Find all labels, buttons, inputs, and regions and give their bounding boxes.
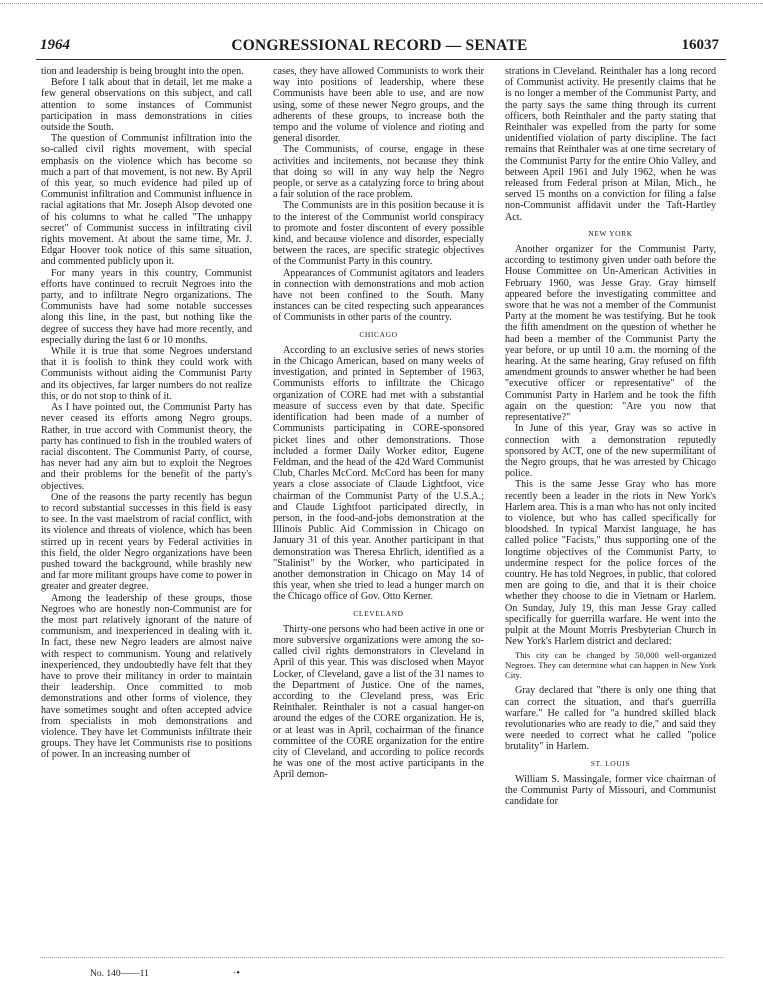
- paragraph: The Communists are in this position because it is to the interest of the Communist world conspiracy to promote and foster discontent of every possible kind, and because violence and disorder, especially between the races, are specific strategic objectives of the Communist Party in this country.: [273, 200, 484, 268]
- slip-number: No. 140——11: [90, 969, 149, 979]
- header-rule: [36, 59, 726, 60]
- paragraph: For many years in this country, Communist efforts have continued to recruit Negroes into the party, and to infiltrate Negro organizations. The Communists have had some notable successes along this line, in the past, but nothing like the degree of success they have had more recently, and especially during the last 6 or 10 months.: [41, 267, 252, 346]
- top-edge-dots: [0, 3, 763, 4]
- footer-dots: [40, 957, 723, 958]
- block-quote: This city can be changed by 50,000 well-organized Negroes. They can determine what can happen in New York City.: [505, 650, 716, 681]
- paragraph: Among the leadership of these groups, those Negroes who are honestly non-Communist are for the most part relatively ignorant of the nature of communism, and inexperienced in dealing with it. In fact, these new Negro leaders are almost naive with respect to communism. Young and relatively inexperienced, they undoubtedly have felt that they have to prove their militancy in order to maintain their leadership. Once committed to mob demonstrations and other forms of violence, they have sometimes sought and often accepted advice from specialists in mob demonstrations and violence. They have let Communists infiltrate their groups. They have let Communists rise to positions of power. In an increasing number of: [41, 592, 252, 761]
- paragraph: William S. Massingale, former vice chairman of the Communist Party of Missouri, and Communist candidate for: [505, 773, 716, 808]
- paragraph: According to an exclusive series of news stories in the Chicago American, based on many weeks of investigation, and printed in September of 1963, Communists efforts to infiltrate the Chicago organization of CORE had met with a substantial measure of success even by that date. Specific identification had been made of a number of Communists participating in CORE-sponsored picket lines and other demonstrations. Those included a former Daily Worker editor, Eugene Feldman, and the head of the 42d Ward Communist Club, Charles McCord. McCord has been for many years a close associate of Claude Lightfoot, vice chairman of the Communist Party of the U.S.A.; and Claude Lightfoot participated directly, in person, in the food-and-jobs demonstration at the Illinois Public Aid Commission in Chicago on January 31 of this year. Another participant in that demonstration was Theresa Ehrlich, identified as a "Stalinist" by the Worker, who participated in another demonstration in Chicago on May 14 of this year, when she tried to lead a hunger march on the Chicago office of Gov. Otto Kerner.: [273, 344, 484, 603]
- publication-title: CONGRESSIONAL RECORD — SENATE: [231, 37, 528, 54]
- paragraph: In June of this year, Gray was so active in connection with a demonstration reputedly sponsored by ACT, one of the new supermilitant of the Negro groups, that he was arrested by Chicago police.: [505, 423, 716, 480]
- paragraph: This is the same Jesse Gray who has more recently been a leader in the riots in New York's Harlem area. This is a man who has not only incited to violence, but who has called specifically for bloodshed. In typical Marxist language, he has called police "Facists," thus supporting one of the longtime objectives of the Communist Party, to undermine respect for the police forces of the country. He has told Negroes, in public, that colored men are going to die, and that it is their choice whether they choose to die in Vietnam or Harlem. On Sunday, July 19, this man Jesse Gray called specifically for guerrilla warfare. He went into the pulpit at the Mount Morris Presbyterian Church in New York's Harlem district and declared:: [505, 479, 716, 648]
- column-2: [273, 66, 484, 781]
- section-heading: NEW YORK: [588, 228, 633, 238]
- paragraph: tion and leadership is being brought into the open.: [41, 66, 244, 77]
- section-heading: CHICAGO: [359, 329, 398, 339]
- page-number: 16037: [681, 37, 719, 53]
- paragraph: Gray declared that "there is only one thing that can correct the situation, and that's guerrilla warfare." He called for "a hundred skilled black revolutionaries who are ready to die," and said they were needed to correct what he called "police brutality" in Harlem.: [505, 685, 716, 753]
- column-3: [505, 66, 716, 807]
- paragraph: Appearances of Communist agitators and leaders in connection with demonstrations and mob action have not been confined to the South. Many instances can be cited respecting such appearances of Communists in other parts of the country.: [273, 267, 484, 324]
- paragraph: The question of Communist infiltration into the so-called civil rights movement, with special emphasis on the violence which has become so much a part of that movement, is not new. By April of this year, so much evidence had piled up of Communist infiltration and Communist influence in racial agitations that Mr. Joseph Alsop devoted one of his columns to what he called "The unhappy secret" of Communist success in infiltrating civil rights movement. At about the same time, Mr. J. Edgar Hoover took notice of this same situation, and commented publicly upon it.: [41, 133, 252, 268]
- print-mark: ·•: [233, 968, 240, 979]
- paragraph: As I have pointed out, the Communist Party has never ceased its efforts among Negro groups. Rather, in true accord with Communist theory, the party has continued to fish in the troubled waters of racial discontent. The Communist Party, of course, has never had any aim but to exploit the Negroes and their problems for the benefit of the party's objectives.: [41, 402, 252, 492]
- section-heading: ST. LOUIS: [590, 758, 631, 768]
- section-heading: CLEVELAND: [353, 608, 404, 618]
- paragraph: Thirty-one persons who had been active in one or more subversive organizations were among the so-called civil rights demonstrators in Cleveland in April of this year. This was disclosed when Mayor Locker, of Cleveland, gave a list of the 31 names to the Department of Justice. One of the names, according to the Cleveland press, was Eric Reinthaler. Reinthaler is not a casual hanger-on around the edges of the CORE organization. He is, or at least was in April, cochairman of the finance committee of the CORE organization for the entire city of Cleveland, and according to police records he was one of the most active participants in the April demon-: [273, 623, 484, 781]
- paragraph: The Communists, of course, engage in these activities and incitements, not because they think that doing so will in any way help the Negro people, or serve as a catalyzing force to bring about a fair solution of the race problem.: [273, 144, 484, 201]
- column-1: [41, 66, 252, 761]
- page-header: [40, 37, 719, 57]
- paragraph: cases, they have allowed Communists to work their way into positions of leadership, where these Communists have been able to use, and are now using, some of these newer Negro groups, and the adherents of these groups, to increase both the tempo and the volume of violence and rioting and general disorder.: [273, 66, 484, 145]
- paragraph: strations in Cleveland. Reinthaler has a long record of Communist activity. He presently claims that he is no longer a member of the Communist Party, and the party says the same thing through its current officers, both Reinthaler and the party stating that Reinthaler was expelled from the party for some unidentified violation of party discipline. The fact remains that Reinthaler was at one time secretary of the Communist Party for the entire Ohio Valley, and between April 1961 and July 1962, when he was released from Federal prison at Milan, Mich., he served 15 months on a conviction for filing a false non-Communist affidavit under the Taft-Hartley Act.: [505, 66, 716, 223]
- header-year: 1964: [40, 37, 70, 53]
- paragraph: While it is true that some Negroes understand that it is foolish to think they could work with Communists without aiding the Communist Party and its objectives, far larger numbers do not realize this, or do not stop to think of it.: [41, 346, 252, 402]
- paragraph: Another organizer for the Communist Party, according to testimony given under oath before the House Committee on Un-American Activities in February 1960, was Jesse Gray. Gray himself appeared before the investigating committee and swore that he was not a member of the Communist Party at the moment he was testifying. But he took the fifth amendment on the question of whether he had been a member of the Communist Party the year before, or up until 10 a.m. the morning of the hearing. At the same hearing, Gray refused on fifth amendment grounds to answer whether he had been "executive officer or representative" of the Communist Party in Harlem and he took the fifth again on the question: "Are you now that representative?": [505, 244, 716, 424]
- paragraph: Before I talk about that in detail, let me make a few general observations on this subject, and call attention to some instances of Communist participation in mass demonstrations in cities outside the South.: [41, 77, 252, 134]
- paragraph: One of the reasons the party recently has begun to record substantial successes in this field is easy to see. In the vast maelstrom of racial conflict, with its violence and threats of violence, which has been stirred up in recent years by Federal activities in this field, the older Negro organizations have been pushed toward the background, while brashly new and far more militant groups have come to power in greater and greater degree.: [41, 491, 252, 593]
